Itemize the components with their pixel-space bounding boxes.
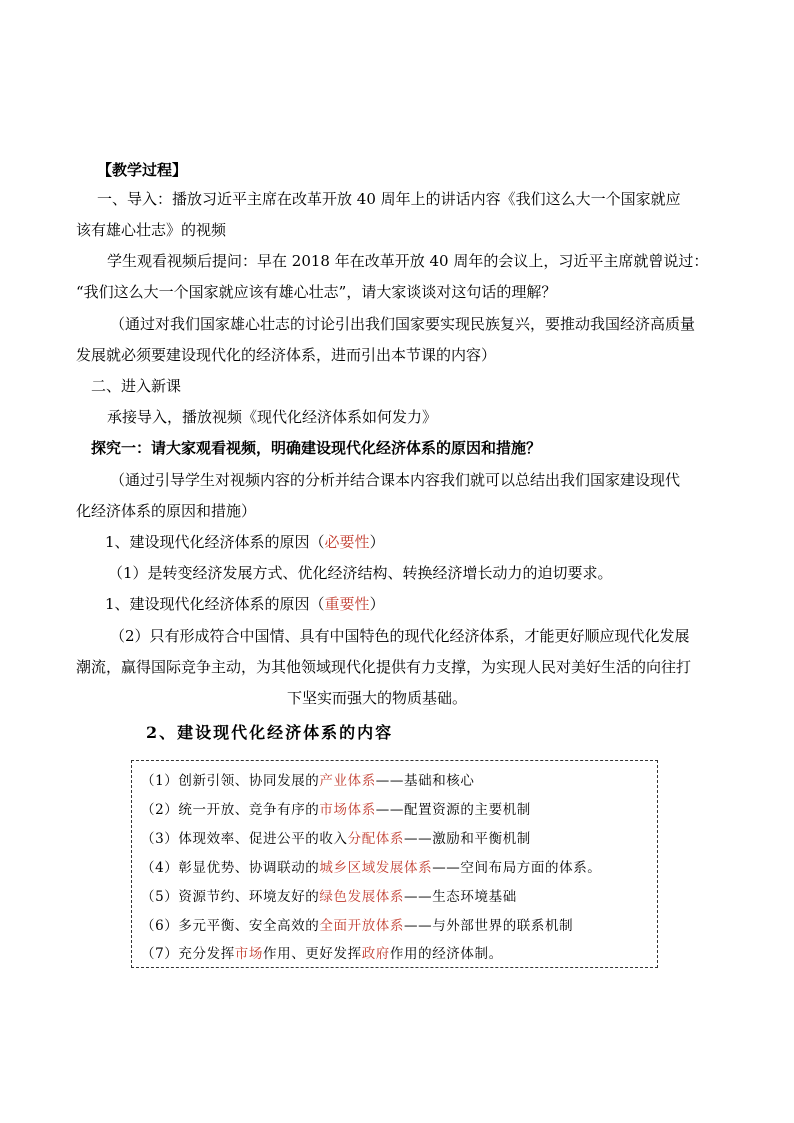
content-item-suffix: ——与外部世界的联系机制 [404, 918, 574, 934]
new-lesson-heading: 二、进入新课 [91, 377, 182, 395]
content-item-prefix: （5）资源节约、环境友好的 [141, 889, 320, 905]
reason-necessity-highlight: 必要性 [324, 533, 370, 551]
content-item [141, 945, 503, 963]
explore-question: 探究一：请大家观看视频，明确建设现代化经济体系的原因和措施？ [91, 439, 542, 457]
content-item-highlight: 市场 [234, 946, 263, 962]
content-list-box [131, 760, 658, 968]
content-item-highlight: 政府 [361, 946, 390, 962]
intro-para-line1: 一、导入：播放习近平主席在改革开放 40 周年上的讲话内容《我们这么大一个国家就应 [97, 190, 681, 208]
question-para-line2: “我们这么大一个国家就应该有雄心壮志”，请大家谈谈对这句话的理解？ [76, 283, 557, 301]
reason-importance [105, 594, 749, 614]
reason-necessity-suffix: ） [369, 533, 385, 551]
content-item [141, 917, 573, 935]
reason-importance-detail-line2: 潮流，赢得国际竞争主动，为其他领域现代化提供有力支撑，为实现人民对美好生活的向往打 [76, 658, 692, 676]
content-item-prefix: （4）彰显优势、协调联动的 [141, 860, 320, 876]
content-item-suffix: 作用的经济体制。 [389, 946, 503, 962]
content-item-highlight: 产业体系 [319, 773, 376, 789]
content-item-highlight: 全面开放体系 [319, 918, 404, 934]
content-item-prefix: （6）多元平衡、安全高效的 [141, 918, 320, 934]
content-item-suffix: ——基础和核心 [375, 773, 475, 789]
content-item [141, 888, 517, 906]
content-item-prefix: （7）充分发挥 [141, 946, 235, 962]
content-item-highlight: 分配体系 [347, 831, 404, 847]
content-item [141, 859, 601, 877]
discussion-para-line1: （通过对我们国家雄心壮志的讨论引出我们国家要实现民族复兴，要推动我国经济高质量 [110, 315, 696, 333]
reason-necessity [105, 532, 749, 552]
content-item-prefix: （3）体现效率、促进公平的收入 [141, 831, 348, 847]
reason-importance-prefix: 1、建设现代化经济体系的原因（ [105, 595, 325, 613]
reason-necessity-prefix: 1、建设现代化经济体系的原因（ [105, 533, 325, 551]
video-intro: 承接导入，播放视频《现代化经济体系如何发力》 [107, 408, 438, 426]
section-heading: 【教学过程】 [97, 161, 188, 179]
reason-importance-highlight: 重要性 [324, 595, 370, 613]
guide-para-line2: 化经济体系的原因和措施） [76, 502, 257, 520]
question-para-line1: 学生观看视频后提问：早在 2018 年在改革开放 40 周年的会议上，习近平主席就曾说过： [107, 252, 709, 270]
reason-importance-suffix: ） [369, 595, 385, 613]
guide-para-line1: （通过引导学生对视频内容的分析并结合课本内容我们就可以总结出我们国家建设现代 [110, 471, 681, 489]
intro-para-line2: 该有雄心壮志》的视频 [76, 221, 227, 239]
reason-importance-detail-line3: 下坚实而强大的物质基础。 [287, 689, 468, 707]
content-item-highlight: 绿色发展体系 [319, 889, 404, 905]
reason-necessity-detail: （1）是转变经济发展方式、优化经济结构、转换经济增长动力的迫切要求。 [108, 564, 613, 582]
content-item-mid: 作用、更好发挥 [263, 946, 362, 962]
content-item-highlight: 城乡区域发展体系 [319, 860, 433, 876]
content-item-suffix: ——空间布局方面的体系。 [432, 860, 602, 876]
content-heading: 2、建设现代化经济体系的内容 [146, 723, 394, 742]
content-item-suffix: ——激励和平衡机制 [404, 831, 531, 847]
content-item [141, 772, 475, 790]
content-item-prefix: （2）统一开放、竞争有序的 [141, 802, 320, 818]
reason-importance-detail-line1: （2）只有形成符合中国情、具有中国特色的现代化经济体系，才能更好顺应现代化发展 [110, 627, 690, 645]
content-item-suffix: ——配置资源的主要机制 [375, 802, 531, 818]
content-item-suffix: ——生态环境基础 [404, 889, 517, 905]
content-item-prefix: （1）创新引领、协同发展的 [141, 773, 320, 789]
content-item-highlight: 市场体系 [319, 802, 376, 818]
content-item [141, 801, 531, 819]
discussion-para-line2: 发展就必须要建设现代化的经济体系，进而引出本节课的内容） [76, 346, 497, 364]
content-item [141, 830, 531, 848]
